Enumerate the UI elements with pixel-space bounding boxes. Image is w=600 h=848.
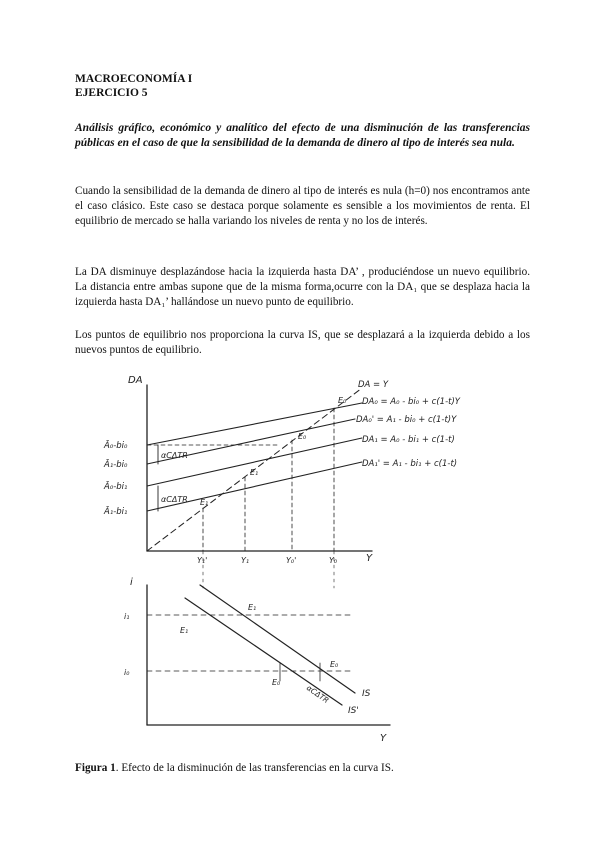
label-da1: DA₁ = A₀ - bi₁ + c(1-t)	[362, 435, 455, 445]
paragraph-da-shift: La DA disminuye desplazándose hacia la izquierda hasta DA’ , produciéndose un nuevo equilibrio. La distancia entre ambas supone que de la misma forma,ocurre con la DA₁ que se desplaza hacia la izquierda hasta DA₁’ hallándose un nuevo punto de equilibrio.	[75, 266, 530, 308]
point-e1-bottom: E₁	[248, 603, 257, 612]
tick-y0-prime: Y₀'	[286, 556, 297, 565]
label-da0: DA₀ = A₀ - bi₀ + c(1-t)Y	[362, 397, 460, 407]
label-da1-prime: DA₁' = A₁ - bi₁ + c(1-t)	[362, 459, 458, 469]
intercept-a1-bi0: Ā₁-bi₀	[104, 460, 128, 470]
point-e0-prime-bottom: E₀	[272, 678, 281, 687]
label-y-axis-top: Y	[366, 553, 373, 564]
course-title: MACROECONOMÍA I	[75, 73, 193, 85]
label-is-prime-curve: IS'	[348, 706, 359, 716]
point-e1-top: E₁	[250, 468, 259, 477]
figure-da-is-diagram	[100, 363, 520, 748]
tick-i0: i₀	[124, 668, 130, 677]
label-y-axis-bottom: Y	[380, 733, 387, 744]
intercept-a0-bi1: Ā₀-bi₁	[104, 482, 128, 492]
point-e0-top: E₀	[338, 396, 347, 405]
annotation-delta-tr-lower: αCΔTR	[161, 495, 188, 504]
label-da-axis: DA	[128, 375, 143, 386]
tick-y0: Y₀	[329, 556, 338, 565]
point-e1-prime-top: E₁	[200, 498, 209, 507]
annotation-delta-tr-bottom: αCΔTR	[304, 683, 331, 706]
point-e0-bottom: E₀	[330, 660, 339, 669]
caption-text: . Efecto de la disminución de las transferencias en la curva IS.	[115, 762, 394, 774]
exercise-title: EJERCICIO 5	[75, 87, 148, 99]
curve-is	[200, 585, 355, 693]
label-i-axis: i	[130, 577, 133, 588]
intercept-a1-bi1: Ā₁-bi₁	[104, 507, 128, 517]
label-da-y: DA = Y	[358, 380, 389, 390]
tick-y1: Y₁	[241, 556, 250, 565]
label-da0-prime: DA₀' = A₁ - bi₀ + c(1-t)Y	[356, 415, 457, 425]
point-e1-prime-bottom: E₁	[180, 626, 189, 635]
caption-label: Figura 1	[75, 762, 116, 774]
tick-i1: i₁	[124, 612, 130, 621]
exercise-subtitle: Análisis gráfico, económico y analítico del efecto de una disminución de las transferencias públicas en el caso de que la sensibilidad de la demanda de dinero al tipo de interés sea nula.	[75, 122, 530, 149]
point-e0-prime-top: E₀	[298, 432, 307, 441]
label-is-curve: IS	[362, 689, 371, 699]
figure-caption	[75, 762, 394, 774]
paragraph-is-curve: Los puntos de equilibrio nos proporciona la curva IS, que se desplazará a la izquierda debido a los nuevos puntos de equilibrio.	[75, 329, 530, 356]
tick-y1-prime: Y₁'	[197, 556, 208, 565]
annotation-delta-tr-upper: αCΔTR	[161, 451, 188, 460]
paragraph-classical-case: Cuando la sensibilidad de la demanda de dinero al tipo de interés es nula (h=0) nos encontramos ante el caso clásico. Este caso se destaca porque solamente es sensible a los movimientos de renta. El equilibrio de mercado se halla variando los niveles de renta y no los de interés.	[75, 185, 530, 227]
intercept-a0-bi0: Ā₀-bi₀	[104, 441, 128, 451]
